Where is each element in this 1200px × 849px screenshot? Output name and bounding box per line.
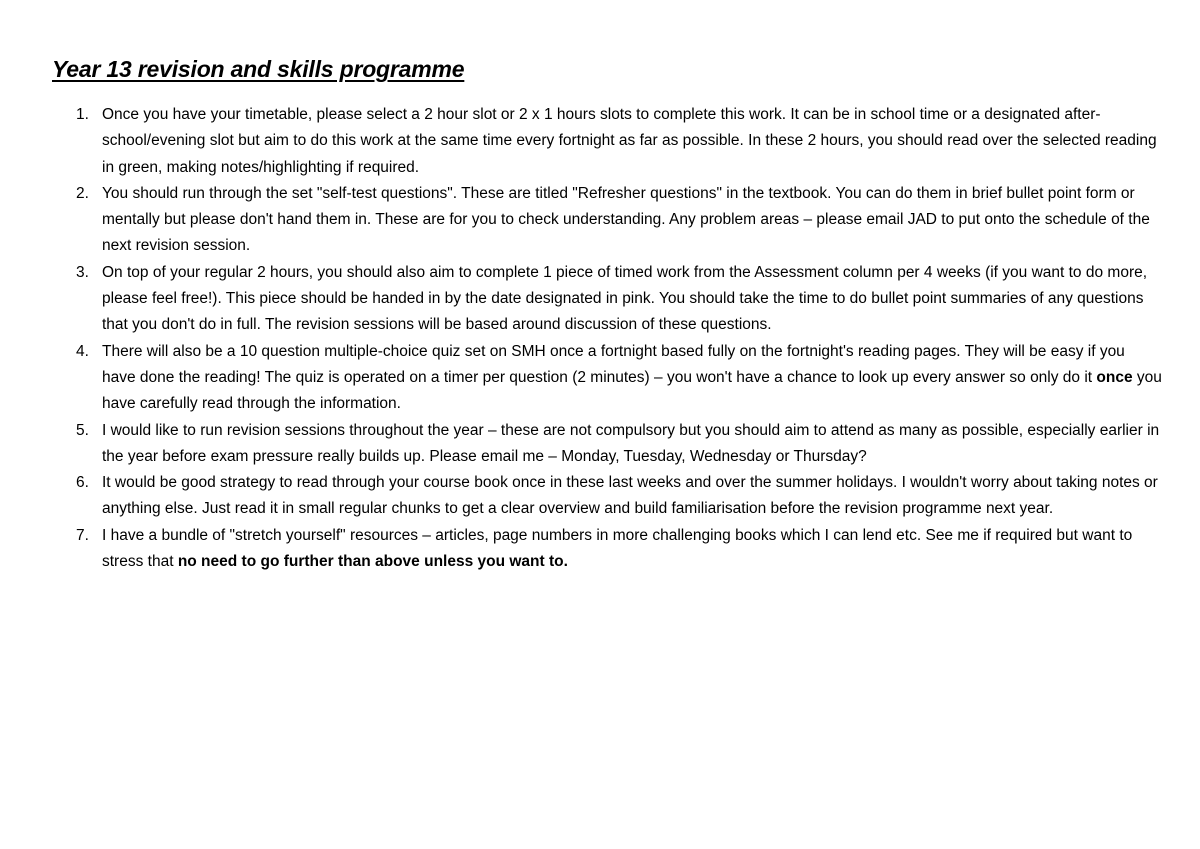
list-item [76,339,1162,418]
list-item-text: You should run through the set "self-test questions". These are titled "Refresher questions" in the textbook. You can do them in brief bullet point form or mentally but please don't hand them in. These are for you to check understanding. Any problem areas – please email JAD to put onto the schedule of the next revision session. [102,184,1150,255]
list-item-text: It would be good strategy to read through your course book once in these last weeks and over the summer holidays. I wouldn't worry about taking notes or anything else. Just read it in small regular chunks to get a clear overview and build familiarisation before the revision programme next year. [102,474,1158,518]
document-title: Year 13 revision and skills programme [52,56,465,82]
list-item [76,260,1162,339]
list-item-number: 1. [76,106,89,123]
numbered-list [76,102,1162,575]
list-item-number: 2. [76,184,89,202]
list-item [76,181,1162,260]
list-item-number: 6. [76,474,89,492]
list-item-text: I would like to run revision sessions throughout the year – these are not compulsory but you should aim to attend as many as possible, especially earlier in the year before exam pressure really builds up. Please email me – Monday, Tuesday, Wednesday or Thursday? [102,421,1160,465]
list-item-text: There will also be a 10 question multiple-choice quiz set on SMH once a fortnight based fully on the fortnight's reading pages. They will be easy if you have done the reading! The quiz is operated on a timer per question (2 minutes) – you won't have a chance to look up every answer so only do it [102,342,1125,386]
list-item-text: Once you have your timetable, please select a 2 hour slot or 2 x 1 hours slots to complete this work. It can be in school time or a designated after-school/evening slot but aim to do this work at the same time every fortnight as far as possible. In these 2 hours, you should read over the selected reading in green, making notes/highlighting if required. [102,106,1157,176]
list-item [76,418,1162,471]
list-item-emphasis: no need to go further than above unless you want to. [177,553,568,571]
list-item-number: 4. [76,342,89,360]
list-item [76,523,1162,576]
list-item [76,102,1162,181]
list-item-number: 5. [76,421,89,439]
list-item-emphasis: once [1096,368,1133,386]
list-item-text: I have a bundle of "stretch yourself" resources – articles, page numbers in more challenging books which I can lend etc. See me if required but want to stress that [102,526,1133,571]
list-item [76,470,1162,523]
list-item-text: On top of your regular 2 hours, you should also aim to complete 1 piece of timed work from the Assessment column per 4 weeks (if you want to do more, please feel free!). This piece should be handed in by the date designated in pink. You should take the time to do bullet point summaries of any questions that you don't do in full. The revision sessions will be based around discussion of these questions. [102,263,1148,334]
list-item-text-end: you have carefully read through the information. [102,368,1162,413]
list-item-number: 3. [76,263,89,281]
list-item-number: 7. [76,526,89,544]
